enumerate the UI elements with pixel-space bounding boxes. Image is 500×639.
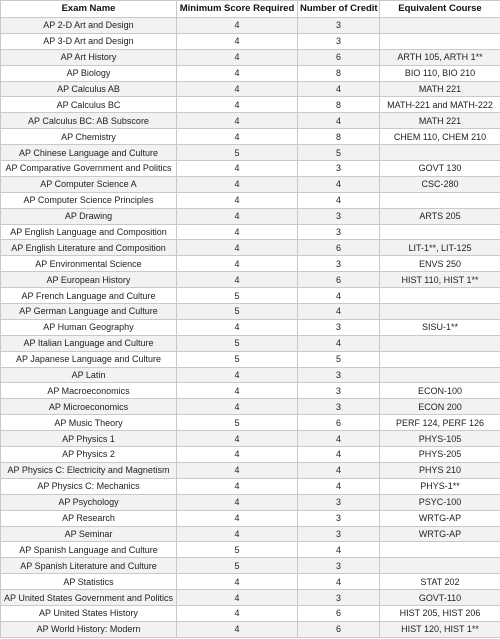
- credit-cell: 6: [298, 49, 380, 65]
- min-score-cell: 4: [177, 574, 298, 590]
- credit-cell: 4: [298, 288, 380, 304]
- min-score-cell: 4: [177, 605, 298, 621]
- credit-cell: 8: [298, 129, 380, 145]
- table-row: [1, 399, 500, 415]
- min-score-cell: 4: [177, 510, 298, 526]
- table-row: [1, 113, 500, 129]
- min-score-cell: 4: [177, 161, 298, 177]
- credit-cell: 4: [298, 176, 380, 192]
- table-row: [1, 621, 500, 637]
- equivalent-course-cell: PHYS-1**: [380, 478, 500, 494]
- min-score-cell: 4: [177, 256, 298, 272]
- credit-cell: 4: [298, 304, 380, 320]
- table-row: [1, 240, 500, 256]
- equivalent-course-cell: HIST 120, HIST 1**: [380, 621, 500, 637]
- equivalent-course-cell: [380, 367, 500, 383]
- credit-cell: 3: [298, 590, 380, 606]
- equivalent-course-cell: [380, 33, 500, 49]
- credit-cell: 6: [298, 621, 380, 637]
- exam-name-cell: AP Chemistry: [1, 129, 177, 145]
- exam-name-cell: AP Drawing: [1, 208, 177, 224]
- credit-cell: 8: [298, 65, 380, 81]
- equivalent-course-cell: SISU-1**: [380, 319, 500, 335]
- table-row: [1, 431, 500, 447]
- exam-name-cell: AP Latin: [1, 367, 177, 383]
- exam-name-cell: AP Physics C: Electricity and Magnetism: [1, 462, 177, 478]
- equivalent-course-cell: ECON 200: [380, 399, 500, 415]
- credit-cell: 3: [298, 558, 380, 574]
- table-row: [1, 97, 500, 113]
- table-row: [1, 192, 500, 208]
- header-number-of-credit: Number of Credit: [298, 1, 380, 18]
- exam-name-cell: AP United States Government and Politics: [1, 590, 177, 606]
- equivalent-course-cell: [380, 304, 500, 320]
- credit-cell: 4: [298, 431, 380, 447]
- table-row: [1, 558, 500, 574]
- credit-cell: 3: [298, 33, 380, 49]
- table-row: [1, 335, 500, 351]
- exam-name-cell: AP 3-D Art and Design: [1, 33, 177, 49]
- table-row: [1, 383, 500, 399]
- equivalent-course-cell: [380, 145, 500, 161]
- credit-cell: 6: [298, 240, 380, 256]
- credit-cell: 4: [298, 192, 380, 208]
- min-score-cell: 5: [177, 335, 298, 351]
- min-score-cell: 4: [177, 447, 298, 463]
- equivalent-course-cell: ARTH 105, ARTH 1**: [380, 49, 500, 65]
- table-row: [1, 542, 500, 558]
- credit-cell: 3: [298, 494, 380, 510]
- min-score-cell: 4: [177, 526, 298, 542]
- table-row: [1, 33, 500, 49]
- equivalent-course-cell: MATH-221 and MATH-222: [380, 97, 500, 113]
- exam-name-cell: AP English Literature and Composition: [1, 240, 177, 256]
- exam-name-cell: AP Chinese Language and Culture: [1, 145, 177, 161]
- credit-cell: 4: [298, 81, 380, 97]
- table-row: [1, 81, 500, 97]
- equivalent-course-cell: [380, 18, 500, 34]
- table-row: [1, 415, 500, 431]
- min-score-cell: 5: [177, 288, 298, 304]
- credit-cell: 4: [298, 574, 380, 590]
- credit-cell: 4: [298, 478, 380, 494]
- credit-cell: 3: [298, 208, 380, 224]
- equivalent-course-cell: BIO 110, BIO 210: [380, 65, 500, 81]
- min-score-cell: 5: [177, 542, 298, 558]
- credit-cell: 3: [298, 383, 380, 399]
- credit-cell: 3: [298, 319, 380, 335]
- min-score-cell: 4: [177, 224, 298, 240]
- table-row: [1, 351, 500, 367]
- exam-name-cell: AP Computer Science A: [1, 176, 177, 192]
- equivalent-course-cell: HIST 205, HIST 206: [380, 605, 500, 621]
- equivalent-course-cell: [380, 542, 500, 558]
- equivalent-course-cell: WRTG-AP: [380, 526, 500, 542]
- table-row: [1, 145, 500, 161]
- min-score-cell: 4: [177, 621, 298, 637]
- exam-name-cell: AP Spanish Literature and Culture: [1, 558, 177, 574]
- table-row: [1, 319, 500, 335]
- credit-cell: 3: [298, 367, 380, 383]
- table-row: [1, 590, 500, 606]
- min-score-cell: 4: [177, 65, 298, 81]
- equivalent-course-cell: PERF 124, PERF 126: [380, 415, 500, 431]
- credit-cell: 4: [298, 462, 380, 478]
- exam-name-cell: AP German Language and Culture: [1, 304, 177, 320]
- table-row: [1, 49, 500, 65]
- table-row: [1, 526, 500, 542]
- equivalent-course-cell: GOVT 130: [380, 161, 500, 177]
- equivalent-course-cell: [380, 288, 500, 304]
- exam-name-cell: AP Statistics: [1, 574, 177, 590]
- min-score-cell: 4: [177, 399, 298, 415]
- equivalent-course-cell: MATH 221: [380, 81, 500, 97]
- min-score-cell: 4: [177, 478, 298, 494]
- equivalent-course-cell: PHYS-205: [380, 447, 500, 463]
- min-score-cell: 5: [177, 304, 298, 320]
- credit-cell: 4: [298, 447, 380, 463]
- exam-name-cell: AP Computer Science Principles: [1, 192, 177, 208]
- exam-name-cell: AP 2-D Art and Design: [1, 18, 177, 34]
- table-row: [1, 129, 500, 145]
- min-score-cell: 4: [177, 272, 298, 288]
- table-row: [1, 65, 500, 81]
- min-score-cell: 4: [177, 49, 298, 65]
- equivalent-course-cell: CHEM 110, CHEM 210: [380, 129, 500, 145]
- credit-cell: 3: [298, 161, 380, 177]
- exam-name-cell: AP Physics C: Mechanics: [1, 478, 177, 494]
- table-row: [1, 224, 500, 240]
- equivalent-course-cell: MATH 221: [380, 113, 500, 129]
- table-row: [1, 18, 500, 34]
- min-score-cell: 4: [177, 33, 298, 49]
- exam-name-cell: AP Human Geography: [1, 319, 177, 335]
- table-row: [1, 304, 500, 320]
- exam-name-cell: AP Art History: [1, 49, 177, 65]
- min-score-cell: 4: [177, 176, 298, 192]
- equivalent-course-cell: [380, 558, 500, 574]
- credit-cell: 5: [298, 145, 380, 161]
- exam-name-cell: AP Comparative Government and Politics: [1, 161, 177, 177]
- credit-cell: 6: [298, 605, 380, 621]
- credit-cell: 4: [298, 335, 380, 351]
- table-row: [1, 161, 500, 177]
- min-score-cell: 4: [177, 18, 298, 34]
- table-row: [1, 367, 500, 383]
- exam-name-cell: AP Japanese Language and Culture: [1, 351, 177, 367]
- table-row: [1, 272, 500, 288]
- equivalent-course-cell: PHYS-105: [380, 431, 500, 447]
- exam-name-cell: AP Music Theory: [1, 415, 177, 431]
- equivalent-course-cell: ARTS 205: [380, 208, 500, 224]
- equivalent-course-cell: PSYC-100: [380, 494, 500, 510]
- min-score-cell: 4: [177, 240, 298, 256]
- exam-name-cell: AP Macroeconomics: [1, 383, 177, 399]
- table-row: [1, 510, 500, 526]
- equivalent-course-cell: [380, 335, 500, 351]
- table-row: [1, 176, 500, 192]
- exam-name-cell: AP Calculus AB: [1, 81, 177, 97]
- credit-cell: 5: [298, 351, 380, 367]
- table-body: [1, 18, 500, 638]
- credit-cell: 4: [298, 113, 380, 129]
- exam-name-cell: AP Physics 1: [1, 431, 177, 447]
- min-score-cell: 4: [177, 129, 298, 145]
- table-row: [1, 447, 500, 463]
- table-header: [1, 1, 500, 18]
- min-score-cell: 5: [177, 415, 298, 431]
- table-row: [1, 288, 500, 304]
- min-score-cell: 4: [177, 494, 298, 510]
- exam-name-cell: AP Spanish Language and Culture: [1, 542, 177, 558]
- min-score-cell: 5: [177, 351, 298, 367]
- exam-name-cell: AP United States History: [1, 605, 177, 621]
- equivalent-course-cell: STAT 202: [380, 574, 500, 590]
- exam-name-cell: AP World History: Modern: [1, 621, 177, 637]
- min-score-cell: 4: [177, 431, 298, 447]
- table-row: [1, 574, 500, 590]
- equivalent-course-cell: CSC-280: [380, 176, 500, 192]
- header-minimum-score: Minimum Score Required: [177, 1, 298, 18]
- header-exam-name: Exam Name: [1, 1, 177, 18]
- credit-cell: 3: [298, 224, 380, 240]
- table-row: [1, 478, 500, 494]
- equivalent-course-cell: [380, 351, 500, 367]
- credit-cell: 3: [298, 256, 380, 272]
- credit-cell: 4: [298, 542, 380, 558]
- equivalent-course-cell: ECON-100: [380, 383, 500, 399]
- exam-name-cell: AP English Language and Composition: [1, 224, 177, 240]
- header-equivalent-course: Equivalent Course: [380, 1, 500, 18]
- exam-name-cell: AP Microeconomics: [1, 399, 177, 415]
- credit-cell: 6: [298, 272, 380, 288]
- min-score-cell: 4: [177, 113, 298, 129]
- min-score-cell: 4: [177, 590, 298, 606]
- equivalent-course-cell: WRTG-AP: [380, 510, 500, 526]
- equivalent-course-cell: [380, 224, 500, 240]
- equivalent-course-cell: LIT-1**, LIT-125: [380, 240, 500, 256]
- credit-cell: 3: [298, 18, 380, 34]
- min-score-cell: 4: [177, 81, 298, 97]
- min-score-cell: 4: [177, 319, 298, 335]
- table-row: [1, 208, 500, 224]
- exam-name-cell: AP Seminar: [1, 526, 177, 542]
- exam-name-cell: AP Calculus BC: [1, 97, 177, 113]
- exam-name-cell: AP Biology: [1, 65, 177, 81]
- min-score-cell: 4: [177, 192, 298, 208]
- credit-cell: 6: [298, 415, 380, 431]
- exam-name-cell: AP French Language and Culture: [1, 288, 177, 304]
- min-score-cell: 4: [177, 367, 298, 383]
- equivalent-course-cell: ENVS 250: [380, 256, 500, 272]
- exam-name-cell: AP Italian Language and Culture: [1, 335, 177, 351]
- exam-name-cell: AP Environmental Science: [1, 256, 177, 272]
- table-row: [1, 605, 500, 621]
- credit-cell: 3: [298, 399, 380, 415]
- equivalent-course-cell: PHYS 210: [380, 462, 500, 478]
- header-row: [1, 1, 500, 18]
- equivalent-course-cell: HIST 110, HIST 1**: [380, 272, 500, 288]
- credit-cell: 8: [298, 97, 380, 113]
- equivalent-course-cell: [380, 192, 500, 208]
- table-row: [1, 494, 500, 510]
- equivalent-course-cell: GOVT-110: [380, 590, 500, 606]
- min-score-cell: 5: [177, 145, 298, 161]
- table-row: [1, 462, 500, 478]
- exam-name-cell: AP European History: [1, 272, 177, 288]
- credit-cell: 3: [298, 526, 380, 542]
- exam-name-cell: AP Calculus BC: AB Subscore: [1, 113, 177, 129]
- min-score-cell: 4: [177, 383, 298, 399]
- min-score-cell: 4: [177, 208, 298, 224]
- min-score-cell: 4: [177, 462, 298, 478]
- min-score-cell: 5: [177, 558, 298, 574]
- credit-cell: 3: [298, 510, 380, 526]
- min-score-cell: 4: [177, 97, 298, 113]
- exam-name-cell: AP Psychology: [1, 494, 177, 510]
- exam-name-cell: AP Research: [1, 510, 177, 526]
- exam-name-cell: AP Physics 2: [1, 447, 177, 463]
- table-row: [1, 256, 500, 272]
